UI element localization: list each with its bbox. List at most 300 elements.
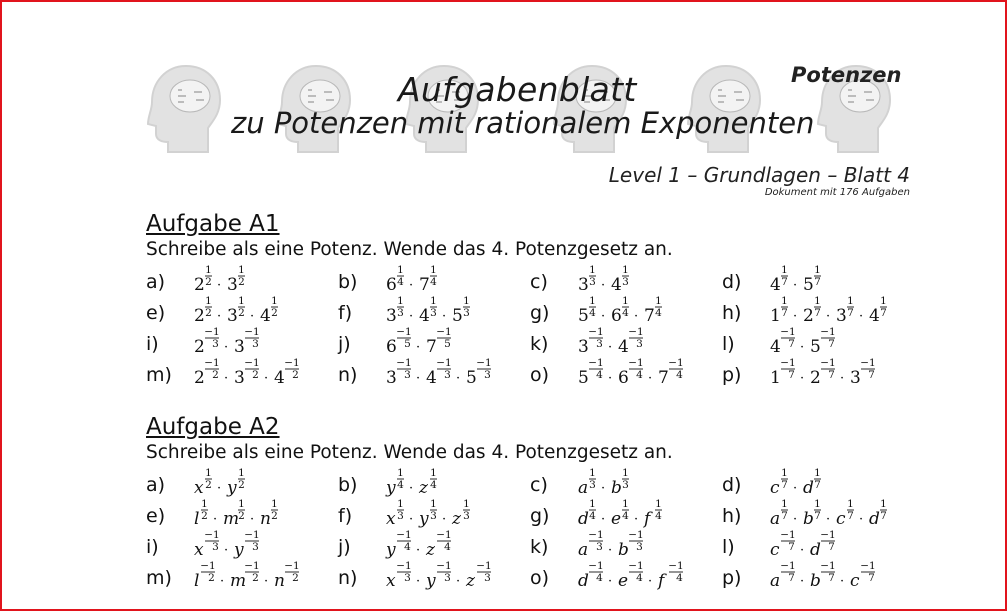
power-expression [770,558,881,594]
exponent-numerator: −1 [588,357,604,369]
exponent-numerator: 1 [238,498,245,510]
exponent-denominator: 7 [828,369,835,381]
power-base: 4 [869,306,880,326]
exercise-label: n) [338,364,358,386]
exponent-denominator: 7 [781,510,788,522]
multiply-dot: · [601,309,606,324]
exponent-denominator: 7 [781,307,788,319]
exponent-denominator: 7 [788,369,795,381]
power-base: 6 [618,368,629,388]
multiply-dot: · [416,371,421,386]
exercise-label: o) [530,567,550,589]
power-base: 4 [770,337,781,357]
exponent-denominator: 2 [271,510,278,522]
power-base: 7 [644,306,655,326]
exponent-denominator: 3 [636,338,643,350]
exponent-numerator: 1 [397,467,404,479]
exercise-label: c) [530,474,548,496]
power-base: 4 [260,306,271,326]
exponent-denominator: 2 [292,369,299,381]
multiply-dot: · [793,309,798,324]
exponent-denominator: 2 [205,307,212,319]
exponent-numerator: −1 [820,326,836,338]
multiply-dot: · [800,574,805,589]
exponent-numerator: 1 [781,467,788,479]
exponent-denominator: 7 [880,307,887,319]
power-base: 4 [426,368,437,388]
exponent-numerator: 1 [201,498,208,510]
exponent-denominator: 2 [238,479,245,491]
exponent-numerator: 1 [397,264,404,276]
power-base: 7 [426,337,437,357]
exponent-numerator: −1 [860,357,876,369]
exponent-numerator: −1 [396,357,412,369]
exponent-numerator: 1 [271,498,278,510]
multiply-dot: · [264,574,269,589]
exponent-numerator: −1 [476,560,492,572]
exponent-numerator: −1 [820,529,836,541]
power-base: 2 [803,306,814,326]
power-expression [194,355,305,391]
exponent-denominator: 7 [788,572,795,584]
exponent-numerator: 1 [847,498,854,510]
exercise-label: k) [530,536,549,558]
multiply-dot: · [608,340,613,355]
section-a1-instruction: Schreibe als eine Potenz. Wende das 4. Potenzgesetz an. [146,239,673,260]
exponent-numerator: −1 [200,560,216,572]
multiply-dot: · [409,309,414,324]
exponent-denominator: 3 [430,307,437,319]
multiply-dot: · [793,278,798,293]
exercise-label: a) [146,271,166,293]
exponent-numerator: −1 [244,560,260,572]
exponent-denominator: 3 [212,338,219,350]
multiply-dot: · [648,574,653,589]
power-base: z [419,478,428,498]
multiply-dot: · [416,543,421,558]
exercise-label: j) [338,536,351,558]
head-silhouette-icon [142,62,224,154]
exponent-numerator: −1 [780,326,796,338]
power-base: b [810,571,821,591]
multiply-dot: · [859,309,864,324]
power-base: x [194,540,204,560]
exponent-denominator: 2 [238,307,245,319]
exponent-denominator: 2 [212,369,219,381]
exercise-label: g) [530,302,550,324]
exponent-denominator: 2 [252,369,259,381]
multiply-dot: · [840,574,845,589]
power-base: 3 [227,275,238,295]
power-base: 4 [419,306,430,326]
exponent-denominator: 7 [880,510,887,522]
exponent-numerator: −1 [668,357,684,369]
exercise-label: f) [338,505,353,527]
multiply-dot: · [608,371,613,386]
power-base: b [611,478,622,498]
power-base: n [260,509,271,529]
power-base: n [274,571,285,591]
exponent-denominator: 3 [444,572,451,584]
power-base: y [386,540,396,560]
exercise-label: m) [146,364,172,386]
power-base: d [810,540,821,560]
exponent-denominator: 4 [676,572,683,584]
multiply-dot: · [224,340,229,355]
power-base: l [194,571,200,591]
exercise-label: b) [338,474,358,496]
exponent-denominator: 7 [781,276,788,288]
exponent-numerator: −1 [396,529,412,541]
exponent-denominator: 3 [622,479,629,491]
exponent-denominator: 2 [201,510,208,522]
exponent-denominator: 3 [622,276,629,288]
power-base: c [770,540,780,560]
power-base: 3 [578,275,589,295]
power-base: 5 [810,337,821,357]
exponent-numerator: −1 [628,357,644,369]
exercise-label: c) [530,271,548,293]
exponent-numerator: 1 [622,264,629,276]
exponent-denominator: 2 [271,307,278,319]
exponent-denominator: 3 [252,338,259,350]
power-base: 5 [578,368,589,388]
exponent-numerator: 1 [847,295,854,307]
exponent-denominator: 4 [589,510,596,522]
exercise-label: a) [146,474,166,496]
multiply-dot: · [601,512,606,527]
exercise-label: k) [530,333,549,355]
power-base: 4 [618,337,629,357]
exponent-denominator: 2 [238,276,245,288]
exponent-numerator: 1 [430,498,437,510]
exponent-numerator: 1 [238,264,245,276]
multiply-dot: · [859,512,864,527]
exponent-denominator: 4 [636,572,643,584]
multiply-dot: · [634,309,639,324]
exponent-numerator: 1 [271,295,278,307]
multiply-dot: · [793,512,798,527]
exponent-denominator: 4 [397,479,404,491]
exponent-denominator: 7 [814,276,821,288]
exponent-numerator: 1 [589,264,596,276]
power-base: c [836,509,846,529]
exponent-denominator: 7 [847,307,854,319]
power-base: a [770,509,781,529]
power-base: d [578,509,589,529]
multiply-dot: · [800,543,805,558]
exponent-denominator: 4 [596,369,603,381]
exercise-label: n) [338,567,358,589]
exercise-label: d) [722,271,742,293]
multiply-dot: · [409,278,414,293]
exponent-denominator: 3 [596,541,603,553]
exercise-label: m) [146,567,172,589]
power-base: 2 [810,368,821,388]
section-a2-instruction: Schreibe als eine Potenz. Wende das 4. Potenzgesetz an. [146,442,673,463]
exponent-numerator: 1 [430,264,437,276]
exponent-numerator: −1 [436,326,452,338]
exponent-denominator: 3 [397,307,404,319]
exponent-denominator: 4 [676,369,683,381]
power-base: m [230,571,247,591]
multiply-dot: · [442,309,447,324]
power-base: 3 [836,306,847,326]
exercise-label: p) [722,567,742,589]
exercise-label: p) [722,364,742,386]
power-base: 4 [274,368,285,388]
exponent-numerator: −1 [780,357,796,369]
exponent-numerator: −1 [436,357,452,369]
exercise-label: h) [722,302,742,324]
power-base: b [803,509,814,529]
exercise-label: d) [722,474,742,496]
exponent-denominator: 7 [814,510,821,522]
exercise-label: e) [146,505,166,527]
multiply-dot: · [456,371,461,386]
exponent-denominator: 5 [444,338,451,350]
power-base: 6 [611,306,622,326]
exponent-numerator: −1 [436,529,452,541]
exponent-denominator: 3 [484,572,491,584]
exponent-denominator: 4 [444,541,451,553]
power-base: 6 [386,337,397,357]
exponent-numerator: 1 [463,498,470,510]
exponent-denominator: 7 [828,338,835,350]
exercise-label: l) [722,333,735,355]
multiply-dot: · [648,371,653,386]
exponent-numerator: 1 [814,467,821,479]
section-a1-title: Aufgabe A1 [146,211,280,237]
exponent-numerator: 1 [622,467,629,479]
exercise-label: o) [530,364,550,386]
power-base: 3 [234,368,245,388]
power-base: 3 [386,368,397,388]
multiply-dot: · [634,512,639,527]
exponent-denominator: 3 [252,541,259,553]
exponent-denominator: 7 [868,369,875,381]
power-base: l [194,509,200,529]
exponent-numerator: −1 [820,357,836,369]
exponent-denominator: 4 [655,307,662,319]
exponent-numerator: −1 [628,529,644,541]
exponent-numerator: 1 [781,498,788,510]
exponent-denominator: 3 [589,479,596,491]
power-base: 1 [770,368,781,388]
multiply-dot: · [608,574,613,589]
exponent-denominator: 3 [589,276,596,288]
power-base: 2 [194,337,205,357]
document-count: Dokument mit 176 Aufgaben [764,187,910,198]
power-base: z [426,540,435,560]
exponent-denominator: 7 [781,479,788,491]
topic-label: Potenzen [791,63,902,87]
power-base: 5 [452,306,463,326]
power-base: y [419,509,429,529]
power-base: 1 [770,306,781,326]
exponent-denominator: 7 [868,572,875,584]
power-base: 5 [803,275,814,295]
exponent-numerator: −1 [588,326,604,338]
exponent-denominator: 7 [814,479,821,491]
power-base: 5 [466,368,477,388]
exponent-denominator: 2 [205,479,212,491]
power-base: 7 [658,368,669,388]
power-base: m [223,509,240,529]
exponent-denominator: 3 [596,338,603,350]
power-expression [386,558,497,594]
exponent-numerator: −1 [436,560,452,572]
exponent-denominator: 4 [430,479,437,491]
power-base: d [869,509,880,529]
exponent-numerator: 1 [622,295,629,307]
exponent-numerator: −1 [860,560,876,572]
exponent-denominator: 4 [404,541,411,553]
exponent-numerator: −1 [780,560,796,572]
power-base: z [466,571,475,591]
power-base: 3 [850,368,861,388]
exponent-numerator: 1 [655,295,662,307]
power-base: x [194,478,204,498]
exponent-numerator: −1 [628,560,644,572]
exponent-denominator: 3 [463,510,470,522]
exponent-numerator: −1 [780,529,796,541]
multiply-dot: · [601,481,606,496]
exponent-denominator: 7 [828,572,835,584]
exponent-denominator: 4 [636,369,643,381]
exponent-denominator: 3 [444,369,451,381]
power-base: 7 [419,275,430,295]
exponent-denominator: 3 [484,369,491,381]
power-base: a [578,540,589,560]
exponent-denominator: 7 [828,541,835,553]
exponent-numerator: −1 [668,560,684,572]
exponent-denominator: 5 [404,338,411,350]
multiply-dot: · [409,481,414,496]
page-subtitle: zu Potenzen mit rationalem Exponenten [231,106,815,140]
page-title: Aufgabenblatt [398,70,637,109]
exponent-denominator: 3 [404,369,411,381]
exponent-numerator: 1 [814,295,821,307]
exponent-denominator: 7 [788,338,795,350]
exponent-denominator: 4 [622,307,629,319]
multiply-dot: · [213,512,218,527]
exponent-denominator: 7 [847,510,854,522]
exponent-denominator: 2 [205,276,212,288]
exponent-numerator: 1 [880,295,887,307]
power-base: 6 [386,275,397,295]
exponent-numerator: −1 [588,560,604,572]
multiply-dot: · [608,543,613,558]
power-base: 4 [611,275,622,295]
exponent-numerator: 1 [880,498,887,510]
power-base: 3 [578,337,589,357]
level-info: Level 1 – Grundlagen – Blatt 4 [608,163,910,187]
exponent-numerator: −1 [396,326,412,338]
power-expression [770,355,881,391]
exponent-numerator: 1 [205,264,212,276]
exponent-numerator: −1 [588,529,604,541]
power-base: 2 [194,368,205,388]
power-expression [386,355,497,391]
exponent-denominator: 3 [397,510,404,522]
exercise-label: e) [146,302,166,324]
multiply-dot: · [416,574,421,589]
exponent-denominator: 4 [397,276,404,288]
power-base: e [618,571,629,591]
power-base: z [452,509,461,529]
multiply-dot: · [416,340,421,355]
power-base: 2 [194,275,205,295]
exponent-denominator: 2 [238,510,245,522]
exponent-numerator: −1 [284,357,300,369]
exponent-denominator: 4 [589,307,596,319]
exercise-label: b) [338,271,358,293]
exponent-denominator: 4 [596,572,603,584]
power-base: 4 [770,275,781,295]
multiply-dot: · [250,512,255,527]
multiply-dot: · [840,371,845,386]
power-base: b [618,540,629,560]
exponent-denominator: 7 [788,541,795,553]
exponent-denominator: 3 [463,307,470,319]
power-base: 3 [227,306,238,326]
multiply-dot: · [217,278,222,293]
exponent-numerator: 1 [463,295,470,307]
power-base: 3 [386,306,397,326]
exponent-numerator: −1 [628,326,644,338]
multiply-dot: · [442,512,447,527]
power-base: f [658,571,665,591]
exponent-numerator: 1 [238,295,245,307]
exercise-label: l) [722,536,735,558]
power-base: y [227,478,237,498]
power-base: 3 [234,337,245,357]
exponent-denominator: 3 [404,572,411,584]
exercise-label: j) [338,333,351,355]
exponent-denominator: 7 [814,307,821,319]
exponent-numerator: −1 [204,529,220,541]
multiply-dot: · [224,543,229,558]
exponent-denominator: 3 [636,541,643,553]
multiply-dot: · [800,371,805,386]
exponent-numerator: −1 [476,357,492,369]
exponent-numerator: 1 [397,295,404,307]
exponent-numerator: −1 [244,326,260,338]
multiply-dot: · [601,278,606,293]
exponent-numerator: 1 [430,295,437,307]
exponent-numerator: 1 [238,467,245,479]
exercise-label: h) [722,505,742,527]
exponent-denominator: 2 [252,572,259,584]
power-expression [578,558,689,594]
power-base: x [386,571,396,591]
power-base: y [234,540,244,560]
multiply-dot: · [826,512,831,527]
exponent-numerator: 1 [781,295,788,307]
exercise-label: i) [146,333,159,355]
power-expression [578,355,689,391]
exponent-denominator: 4 [430,276,437,288]
power-base: d [803,478,814,498]
exponent-numerator: −1 [204,326,220,338]
power-base: e [611,509,622,529]
multiply-dot: · [217,309,222,324]
exponent-denominator: 4 [655,510,662,522]
multiply-dot: · [250,309,255,324]
exponent-numerator: −1 [820,560,836,572]
exercise-label: f) [338,302,353,324]
